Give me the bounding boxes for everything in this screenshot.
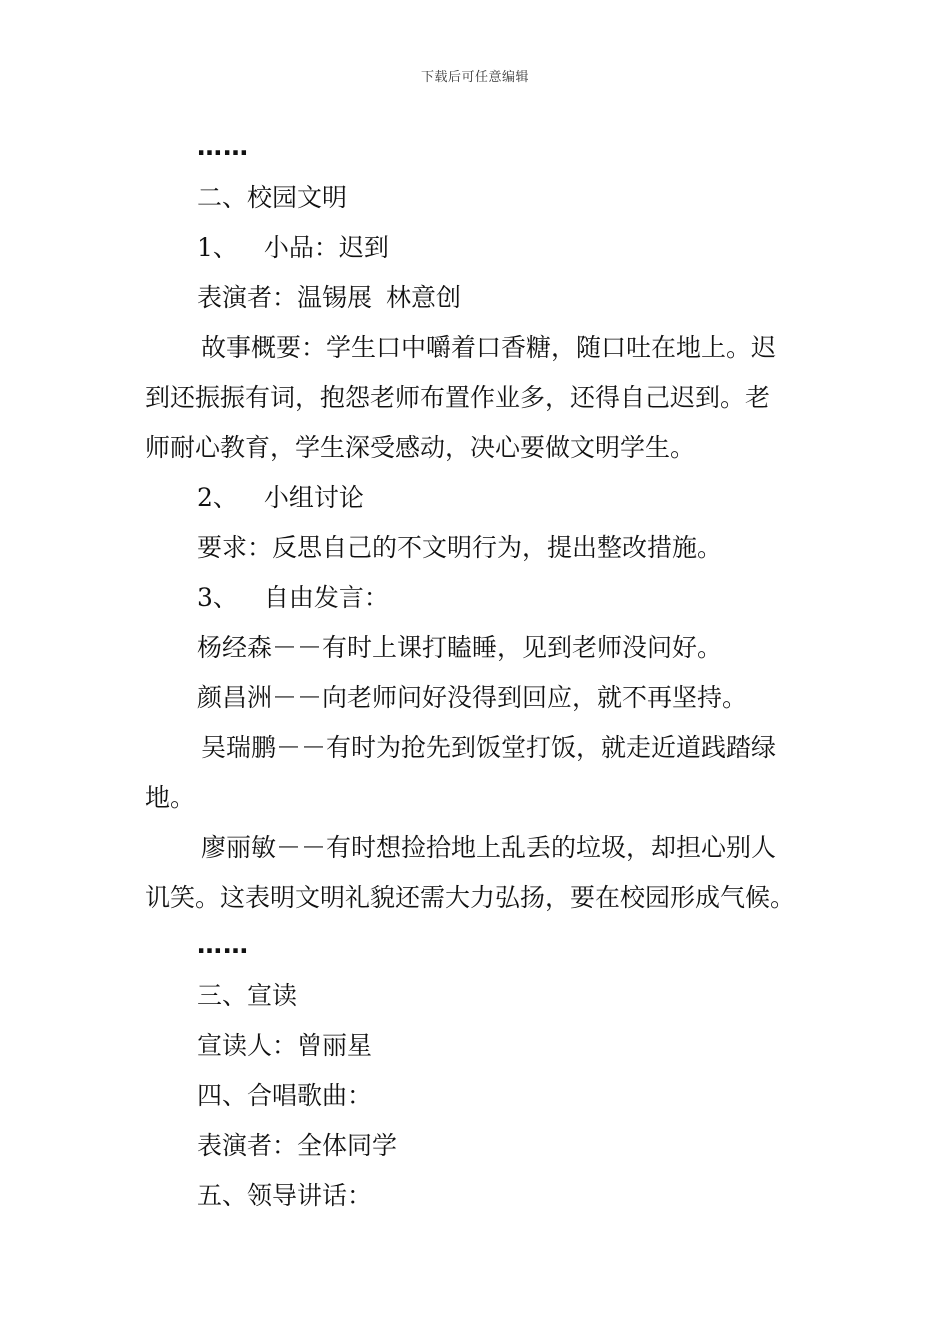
ellipsis-line: …… [197,930,249,959]
speech-line-2: 颜昌洲－－向老师问好没得到回应，就不再坚持。 [197,683,748,712]
speech-line-3: 吴瑞鹏－－有时为抢先到饭堂打饭，就走近道践踏绿 [201,733,777,762]
requirement-line: 要求：反思自己的不文明行为，提出整改措施。 [197,533,723,562]
performer-name: 林意创 [386,283,462,312]
story-summary-line-3: 师耐心教育，学生深受感动，决心要做文明学生。 [145,433,696,462]
section-heading-reading: 三、宣读 [197,981,298,1010]
item-number: 1、 [197,233,238,262]
chorus-performers-line: 表演者：全体同学 [197,1131,398,1160]
item-3-free-speech [145,573,867,623]
ellipsis-line: …… [197,132,249,161]
story-summary-line-1: 故事概要：学生口中嚼着口香糖，随口吐在地上。迟 [201,333,777,362]
item-title: 小组讨论 [263,483,364,512]
section-heading-chorus: 四、合唱歌曲： [197,1081,373,1110]
story-summary-line-2: 到还振振有词，抱怨老师布置作业多，还得自己迟到。老 [145,383,771,412]
section-heading-campus-civility: 二、校园文明 [197,183,348,212]
page-header: 下载后可任意编辑 [420,70,529,85]
performers-line [145,273,867,323]
reader-line: 宣读人：曾丽星 [197,1031,373,1060]
item-title: 小品：迟到 [263,233,389,262]
performers-label: 表演者：温锡展 [197,283,373,312]
item-1-skit [145,223,867,273]
speech-line-3-cont: 地。 [145,783,196,812]
item-title: 自由发言： [263,583,389,612]
item-number: 2、 [197,483,238,512]
speech-line-4-cont: 讥笑。这表明文明礼貌还需大力弘扬，要在校园形成气候。 [145,883,796,912]
item-number: 3、 [197,583,238,612]
item-2-group-discussion [145,473,867,523]
speech-line-4: 廖丽敏－－有时想捡拾地上乱丢的垃圾，却担心别人 [201,833,777,862]
speech-line-1: 杨经森－－有时上课打瞌睡，见到老师没问好。 [197,633,723,662]
section-heading-leader-speech: 五、领导讲话： [197,1181,373,1210]
